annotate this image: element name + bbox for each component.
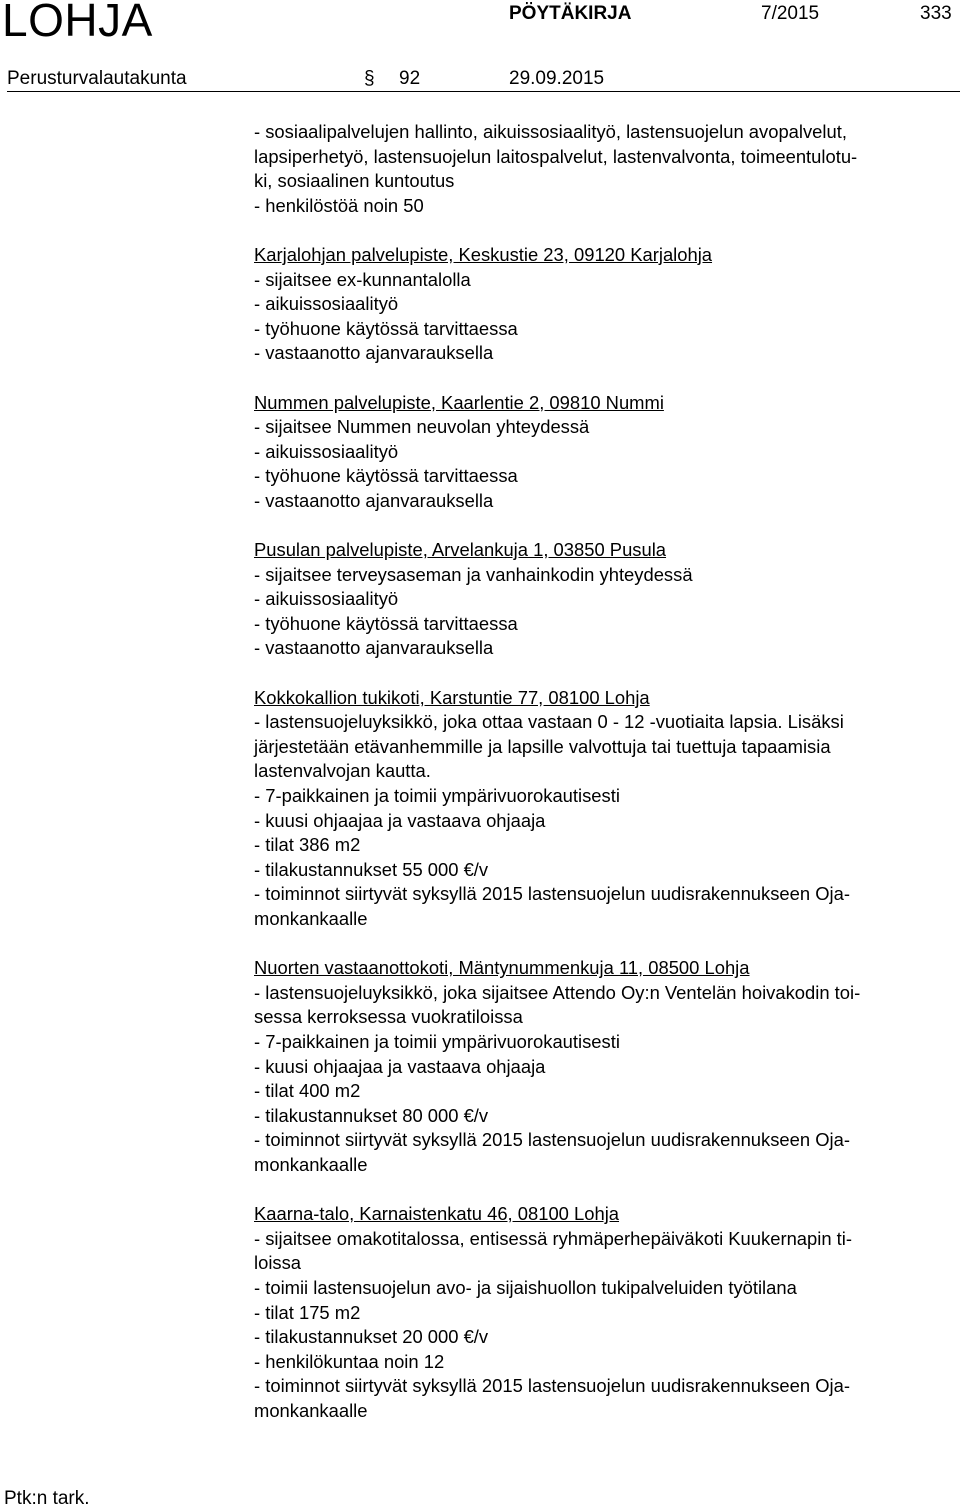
section-line: - työhuone käytössä tarvittaessa (254, 465, 518, 487)
unit-section (254, 538, 958, 661)
section-heading: Kaarna-talo, Karnaistenkatu 46, 08100 Lohja (254, 1203, 620, 1225)
section-line: - aikuissosiaalityö (254, 293, 399, 315)
intro-block (254, 120, 958, 218)
section-line: - tilat 175 m2 (254, 1301, 361, 1323)
section-line: - tilakustannukset 20 000 €/v (254, 1326, 489, 1348)
section-line: - henkilökuntaa noin 12 (254, 1350, 445, 1372)
intro-line: ki, sosiaalinen kuntoutus (254, 170, 455, 192)
footer-note: Ptk:n tark. (4, 1488, 90, 1509)
intro-line: - henkilöstöä noin 50 (254, 194, 424, 216)
page-number: 333 (920, 3, 952, 24)
section-line: lastenvalvojan kautta. (254, 760, 431, 782)
unit-section (254, 1202, 958, 1423)
section-number: 92 (399, 68, 421, 89)
section-heading: Pusulan palvelupiste, Arvelankuja 1, 03850 Pusula (254, 539, 667, 561)
section-sign: § (364, 68, 375, 89)
lohja-logo: LOHJA (2, 0, 153, 46)
intro-line: lapsiperhetyö, lastensuojelun laitospalvelut, lastenvalvonta, toimeentulotu- (254, 145, 858, 167)
committee-name: Perusturvalautakunta (7, 68, 187, 89)
section-line: - vastaanotto ajanvarauksella (254, 489, 494, 511)
document-body (254, 120, 958, 1448)
section-line: - 7-paikkainen ja toimii ympärivuorokautisesti (254, 1030, 620, 1052)
section-line: - sijaitsee omakotitalossa, entisessä ryhmäperhepäiväkoti Kuukernapin ti- (254, 1227, 852, 1249)
section-line: - toiminnot siirtyvät syksyllä 2015 lastensuojelun uudisrakennukseen Oja- (254, 1375, 850, 1397)
section-line: - vastaanotto ajanvarauksella (254, 342, 494, 364)
section-line: - tilat 400 m2 (254, 1080, 361, 1102)
section-heading: Nummen palvelupiste, Kaarlentie 2, 09810 Nummi (254, 391, 664, 413)
section-line: - toimii lastensuojelun avo- ja sijaishuollon tukipalveluiden työtilana (254, 1276, 797, 1298)
section-line: sessa kerroksessa vuokratiloissa (254, 1006, 523, 1028)
section-heading: Kokkokallion tukikoti, Karstuntie 77, 08100 Lohja (254, 686, 650, 708)
section-line: - toiminnot siirtyvät syksyllä 2015 lastensuojelun uudisrakennukseen Oja- (254, 883, 850, 905)
section-line: järjestetään etävanhemmille ja lapsille valvottuja tai tuettuja tapaamisia (254, 735, 831, 757)
header-divider (7, 91, 960, 92)
section-line: - vastaanotto ajanvarauksella (254, 637, 494, 659)
document-type: PÖYTÄKIRJA (509, 3, 632, 24)
unit-section (254, 391, 958, 514)
unit-section (254, 956, 958, 1177)
section-line: - kuusi ohjaajaa ja vastaava ohjaaja (254, 1055, 546, 1077)
section-heading: Nuorten vastaanottokoti, Mäntynummenkuja 11, 08500 Lohja (254, 957, 750, 979)
section-heading: Karjalohjan palvelupiste, Keskustie 23, 09120 Karjalohja (254, 243, 713, 265)
unit-sections (254, 243, 958, 1424)
section-line: - aikuissosiaalityö (254, 588, 399, 610)
section-line: - lastensuojeluyksikkö, joka sijaitsee Attendo Oy:n Ventelän hoivakodin toi- (254, 981, 861, 1003)
section-line: - lastensuojeluyksikkö, joka ottaa vastaan 0 - 12 -vuotiaita lapsia. Lisäksi (254, 711, 844, 733)
section-line: - tilakustannukset 55 000 €/v (254, 858, 489, 880)
unit-section (254, 243, 958, 366)
section-line: monkankaalle (254, 1399, 368, 1421)
section-line: - työhuone käytössä tarvittaessa (254, 612, 518, 634)
section-line: - 7-paikkainen ja toimii ympärivuorokautisesti (254, 785, 620, 807)
section-line: - kuusi ohjaajaa ja vastaava ohjaaja (254, 809, 546, 831)
section-line: - työhuone käytössä tarvittaessa (254, 317, 518, 339)
section-line: - tilakustannukset 80 000 €/v (254, 1104, 489, 1126)
document-number: 7/2015 (761, 3, 820, 24)
section-line: - sijaitsee Nummen neuvolan yhteydessä (254, 416, 590, 438)
unit-section (254, 686, 958, 932)
section-line: - toiminnot siirtyvät syksyllä 2015 lastensuojelun uudisrakennukseen Oja- (254, 1129, 850, 1151)
section-line: - aikuissosiaalityö (254, 440, 399, 462)
section-line: - tilat 386 m2 (254, 834, 361, 856)
section-line: loissa (254, 1252, 302, 1274)
section-line: - sijaitsee terveysaseman ja vanhainkodin yhteydessä (254, 563, 693, 585)
section-line: monkankaalle (254, 908, 368, 929)
intro-line: - sosiaalipalvelujen hallinto, aikuissosiaalityö, lastensuojelun avopalvelut, (254, 121, 847, 142)
section-line: monkankaalle (254, 1153, 368, 1175)
section-line: - sijaitsee ex-kunnantalolla (254, 268, 471, 290)
meeting-date: 29.09.2015 (509, 68, 605, 89)
